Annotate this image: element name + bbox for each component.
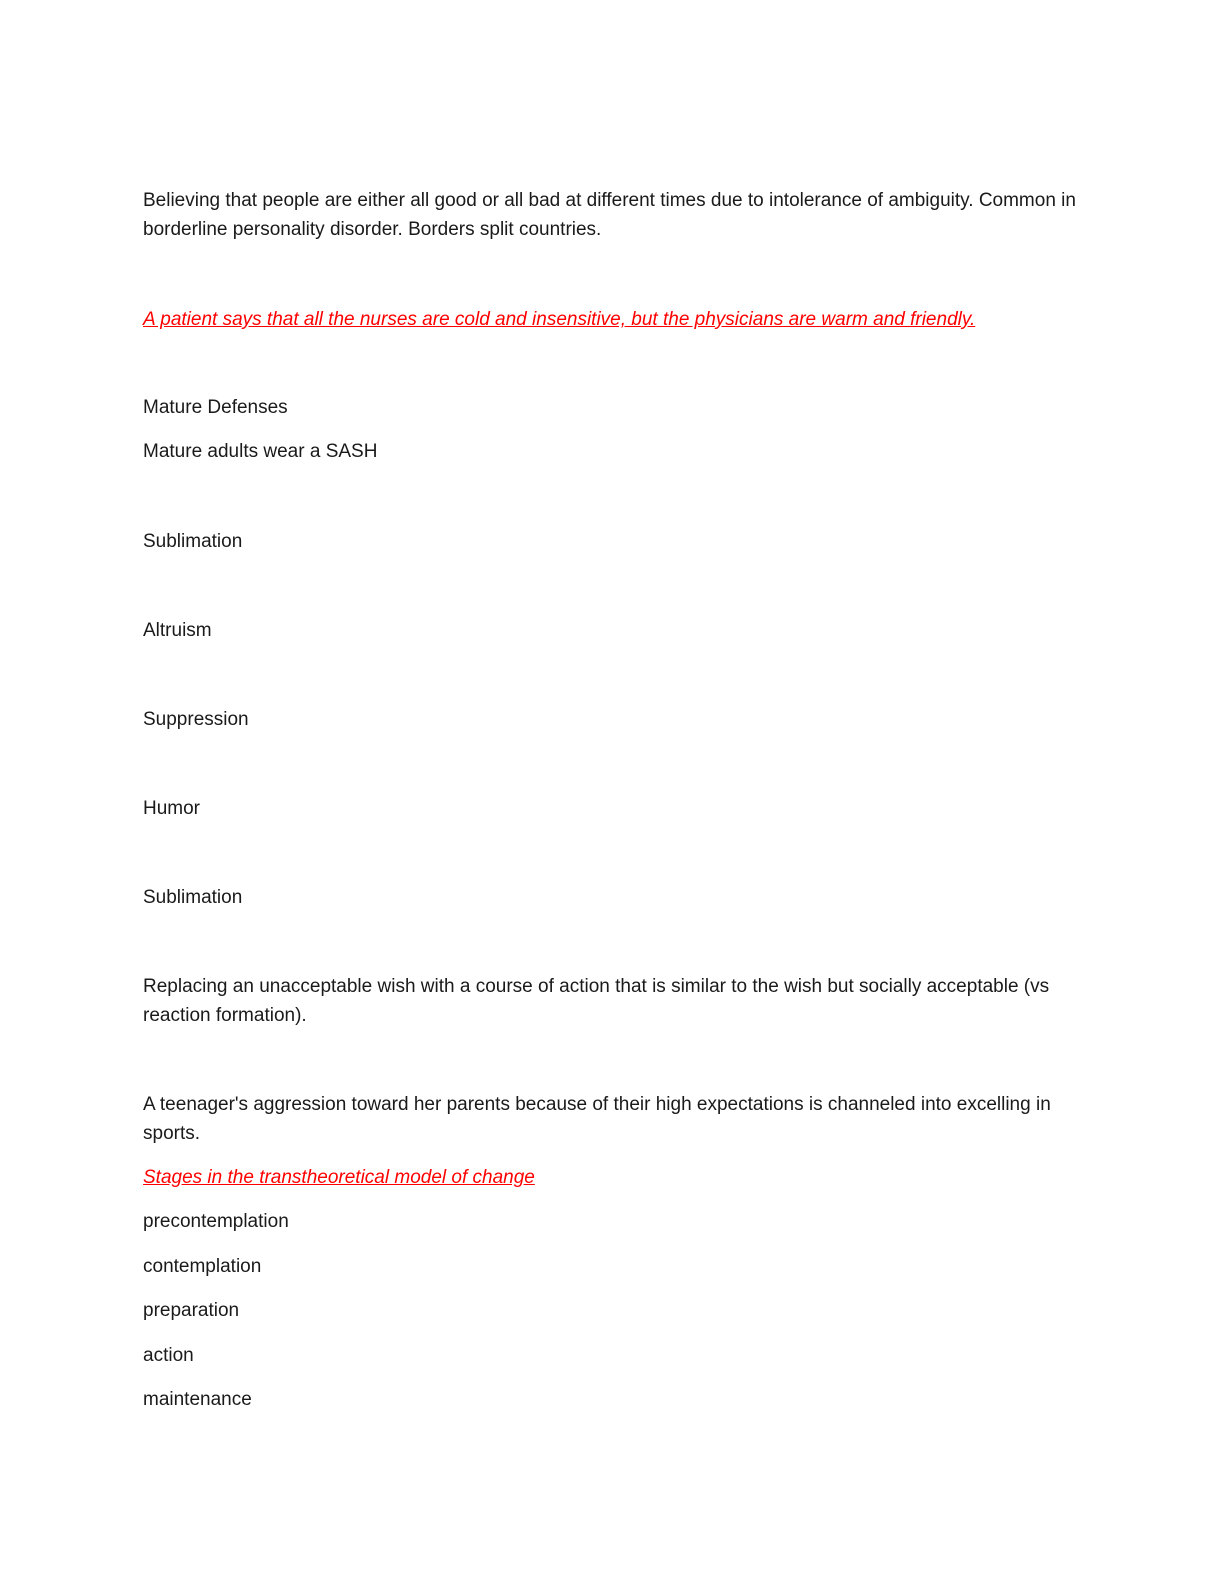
stage-contemplation: contemplation	[143, 1256, 262, 1277]
list-item-humor: Humor	[143, 798, 201, 819]
stage-precontemplation: precontemplation	[143, 1211, 289, 1232]
list-item-sublimation: Sublimation	[143, 531, 243, 552]
mature-mnemonic: Mature adults wear a SASH	[143, 441, 378, 462]
sublimation-definition: Replacing an unacceptable wish with a course of action that is similar to the wish but socially acceptable (vs reaction formation).	[143, 976, 1050, 1026]
splitting-definition: Believing that people are either all good or all bad at different times due to intolerance of ambiguity. Common in borderline personality disorder. Borders split countries.	[143, 190, 1076, 240]
splitting-example: A patient says that all the nurses are cold and insensitive, but the physicians are warm and friendly.	[143, 309, 976, 330]
sublimation-heading: Sublimation	[143, 887, 243, 908]
mature-defenses-heading: Mature Defenses	[143, 397, 288, 418]
stage-preparation: preparation	[143, 1300, 240, 1321]
stage-action: action	[143, 1345, 194, 1366]
list-item-suppression: Suppression	[143, 709, 249, 730]
list-item-altruism: Altruism	[143, 620, 212, 641]
stage-maintenance: maintenance	[143, 1389, 252, 1410]
sublimation-example: A teenager's aggression toward her parents because of their high expectations is channeled into excelling in sports.	[143, 1094, 1051, 1144]
stages-heading: Stages in the transtheoretical model of change	[143, 1167, 535, 1188]
